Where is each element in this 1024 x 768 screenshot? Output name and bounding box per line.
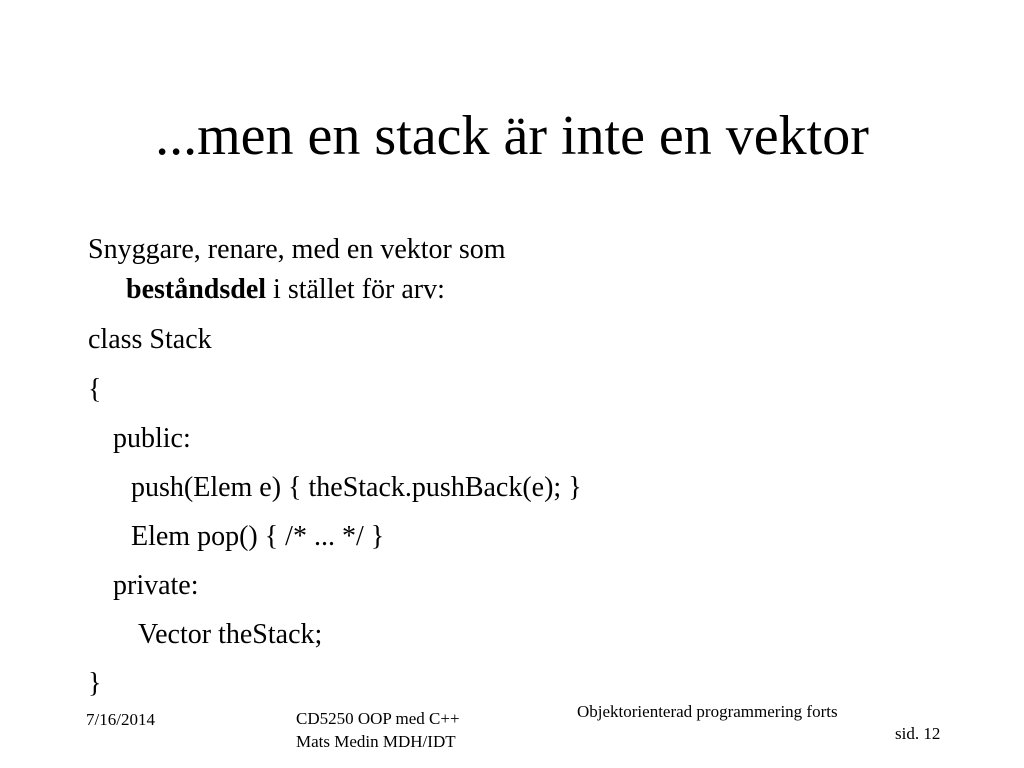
code-private-label: private:	[113, 570, 199, 601]
slide-title: ...men en stack är inte en vektor	[155, 105, 869, 167]
footer-page-number: sid. 12	[895, 724, 941, 743]
intro-rest: i stället för arv:	[266, 274, 445, 305]
intro-line-1: Snyggare, renare, med en vektor som	[88, 234, 506, 265]
footer-date: 7/16/2014	[86, 710, 155, 729]
code-class-decl: class Stack	[88, 324, 212, 355]
intro-line-2	[126, 273, 445, 307]
code-member: Vector theStack;	[138, 619, 323, 650]
code-close-brace: }	[88, 668, 102, 699]
footer-course-line-1: CD5250 OOP med C++	[296, 709, 460, 728]
footer-topic: Objektorienterad programmering forts	[577, 702, 838, 721]
code-pop-method: Elem pop() { /* ... */ }	[131, 521, 385, 552]
intro-bold-term: beståndsdel	[126, 274, 267, 305]
footer-course-line-2: Mats Medin MDH/IDT	[296, 732, 456, 751]
code-push-method: push(Elem e) { theStack.pushBack(e); }	[131, 472, 582, 503]
code-open-brace: {	[88, 374, 102, 405]
code-public-label: public:	[113, 423, 191, 454]
